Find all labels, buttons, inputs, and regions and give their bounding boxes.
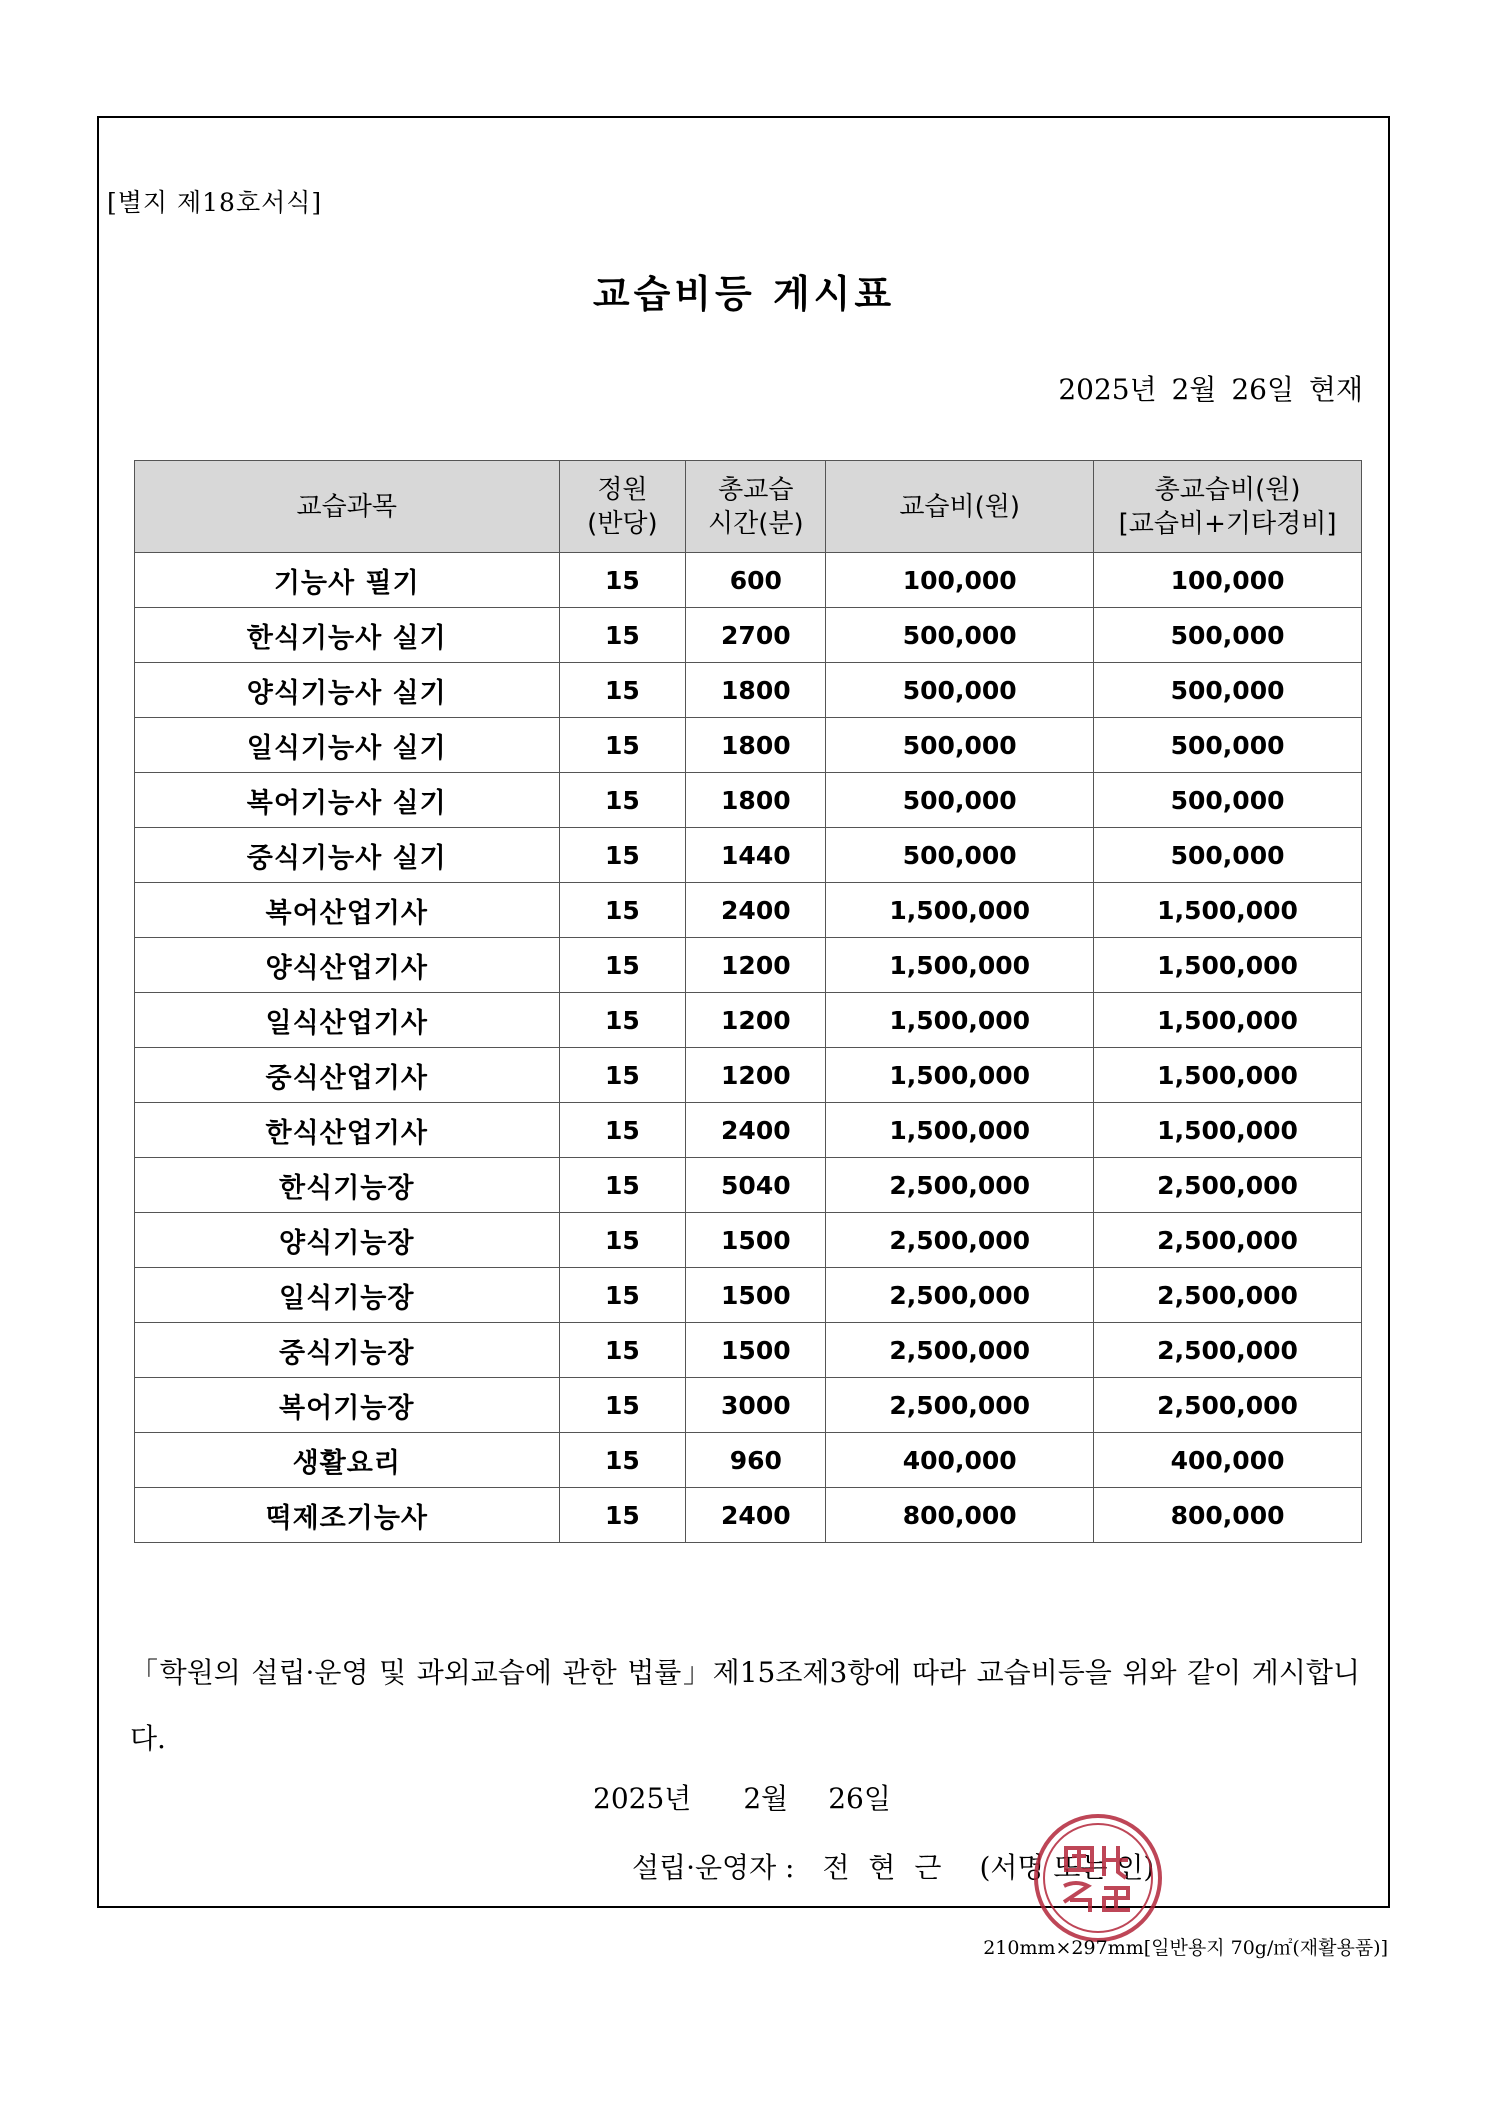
table-row bbox=[135, 718, 1362, 773]
cell-subject: 일식기능장 bbox=[135, 1268, 560, 1323]
cell-total-hours: 2400 bbox=[686, 1488, 826, 1543]
cell-capacity: 15 bbox=[559, 1323, 686, 1378]
cell-total-hours: 5040 bbox=[686, 1158, 826, 1213]
cell-subject: 기능사 필기 bbox=[135, 553, 560, 608]
table-row bbox=[135, 553, 1362, 608]
header-capacity: 정원 (반당) bbox=[559, 461, 686, 553]
cell-total-hours: 2700 bbox=[686, 608, 826, 663]
cell-subject: 일식기능사 실기 bbox=[135, 718, 560, 773]
cell-subject: 복어산업기사 bbox=[135, 883, 560, 938]
cell-capacity: 15 bbox=[559, 773, 686, 828]
cell-tuition: 2,500,000 bbox=[826, 1158, 1094, 1213]
cell-capacity: 15 bbox=[559, 828, 686, 883]
cell-total-hours: 1200 bbox=[686, 993, 826, 1048]
cell-subject: 양식산업기사 bbox=[135, 938, 560, 993]
signer-role-label: 설립·운영자 : bbox=[632, 1851, 795, 1884]
seal-note: (서명 또는 인) bbox=[979, 1851, 1155, 1884]
cell-total-tuition: 1,500,000 bbox=[1094, 993, 1362, 1048]
header-tuition: 교습비(원) bbox=[826, 461, 1094, 553]
cell-capacity: 15 bbox=[559, 1433, 686, 1488]
cell-total-hours: 3000 bbox=[686, 1378, 826, 1433]
table-row bbox=[135, 1158, 1362, 1213]
cell-tuition: 100,000 bbox=[826, 553, 1094, 608]
cell-tuition: 1,500,000 bbox=[826, 883, 1094, 938]
cell-tuition: 2,500,000 bbox=[826, 1268, 1094, 1323]
cell-capacity: 15 bbox=[559, 1213, 686, 1268]
table-row bbox=[135, 828, 1362, 883]
table-row bbox=[135, 993, 1362, 1048]
header-total-hours: 총교습 시간(분) bbox=[686, 461, 826, 553]
cell-total-tuition: 2,500,000 bbox=[1094, 1378, 1362, 1433]
table-row bbox=[135, 1378, 1362, 1433]
signature-month: 2월 bbox=[743, 1782, 789, 1815]
cell-capacity: 15 bbox=[559, 938, 686, 993]
form-number: [별지 제18호서식] bbox=[107, 188, 323, 217]
table-row bbox=[135, 608, 1362, 663]
cell-total-hours: 1800 bbox=[686, 663, 826, 718]
cell-capacity: 15 bbox=[559, 1048, 686, 1103]
cell-subject: 복어기능장 bbox=[135, 1378, 560, 1433]
cell-tuition: 400,000 bbox=[826, 1433, 1094, 1488]
cell-tuition: 2,500,000 bbox=[826, 1213, 1094, 1268]
cell-subject: 떡제조기능사 bbox=[135, 1488, 560, 1543]
cell-total-hours: 2400 bbox=[686, 883, 826, 938]
cell-total-tuition: 1,500,000 bbox=[1094, 938, 1362, 993]
table-row bbox=[135, 1213, 1362, 1268]
cell-total-hours: 1440 bbox=[686, 828, 826, 883]
cell-total-hours: 1200 bbox=[686, 1048, 826, 1103]
cell-total-tuition: 2,500,000 bbox=[1094, 1268, 1362, 1323]
cell-capacity: 15 bbox=[559, 1268, 686, 1323]
cell-total-tuition: 500,000 bbox=[1094, 608, 1362, 663]
cell-total-hours: 1800 bbox=[686, 773, 826, 828]
table-row bbox=[135, 773, 1362, 828]
signature-year: 2025년 bbox=[593, 1782, 692, 1815]
cell-total-hours: 1500 bbox=[686, 1323, 826, 1378]
cell-total-tuition: 1,500,000 bbox=[1094, 1048, 1362, 1103]
cell-tuition: 500,000 bbox=[826, 608, 1094, 663]
cell-total-tuition: 2,500,000 bbox=[1094, 1213, 1362, 1268]
cell-total-hours: 2400 bbox=[686, 1103, 826, 1158]
cell-total-tuition: 500,000 bbox=[1094, 773, 1362, 828]
header-total-tuition: 총교습비(원) [교습비+기타경비] bbox=[1094, 461, 1362, 553]
cell-subject: 중식산업기사 bbox=[135, 1048, 560, 1103]
cell-subject: 한식산업기사 bbox=[135, 1103, 560, 1158]
cell-total-hours: 1800 bbox=[686, 718, 826, 773]
cell-total-tuition: 1,500,000 bbox=[1094, 883, 1362, 938]
cell-capacity: 15 bbox=[559, 993, 686, 1048]
cell-subject: 한식기능장 bbox=[135, 1158, 560, 1213]
cell-tuition: 1,500,000 bbox=[826, 1048, 1094, 1103]
cell-total-tuition: 800,000 bbox=[1094, 1488, 1362, 1543]
cell-tuition: 2,500,000 bbox=[826, 1378, 1094, 1433]
cell-total-hours: 960 bbox=[686, 1433, 826, 1488]
cell-total-tuition: 1,500,000 bbox=[1094, 1103, 1362, 1158]
table-row bbox=[135, 1103, 1362, 1158]
cell-tuition: 1,500,000 bbox=[826, 938, 1094, 993]
cell-total-tuition: 500,000 bbox=[1094, 828, 1362, 883]
as-of-date: 2025년 2월 26일 현재 bbox=[1058, 373, 1363, 406]
cell-subject: 복어기능사 실기 bbox=[135, 773, 560, 828]
cell-tuition: 500,000 bbox=[826, 828, 1094, 883]
signature-day: 26일 bbox=[828, 1782, 891, 1815]
cell-total-hours: 600 bbox=[686, 553, 826, 608]
cell-tuition: 1,500,000 bbox=[826, 993, 1094, 1048]
cell-total-tuition: 500,000 bbox=[1094, 718, 1362, 773]
cell-subject: 한식기능사 실기 bbox=[135, 608, 560, 663]
cell-subject: 중식기능장 bbox=[135, 1323, 560, 1378]
cell-tuition: 2,500,000 bbox=[826, 1323, 1094, 1378]
table-row bbox=[135, 938, 1362, 993]
table-row bbox=[135, 1488, 1362, 1543]
cell-subject: 생활요리 bbox=[135, 1433, 560, 1488]
paper-spec: 210mm×297mm[일반용지 70g/㎡(재활용품)] bbox=[983, 1937, 1388, 1959]
cell-tuition: 500,000 bbox=[826, 718, 1094, 773]
cell-capacity: 15 bbox=[559, 553, 686, 608]
table-row bbox=[135, 663, 1362, 718]
seal-stamp-icon bbox=[1028, 1808, 1168, 1948]
cell-capacity: 15 bbox=[559, 608, 686, 663]
cell-total-tuition: 500,000 bbox=[1094, 663, 1362, 718]
cell-total-tuition: 400,000 bbox=[1094, 1433, 1362, 1488]
fee-table-header-row bbox=[135, 461, 1362, 553]
cell-capacity: 15 bbox=[559, 718, 686, 773]
notice-text: 「학원의 설립·운영 및 과외교습에 관한 법률」제15조제3항에 따라 교습비등을 위와 같이 게시합니다. bbox=[130, 1656, 1360, 1755]
cell-total-hours: 1500 bbox=[686, 1268, 826, 1323]
cell-total-tuition: 2,500,000 bbox=[1094, 1323, 1362, 1378]
header-subject: 교습과목 bbox=[135, 461, 560, 553]
cell-capacity: 15 bbox=[559, 883, 686, 938]
cell-tuition: 500,000 bbox=[826, 773, 1094, 828]
cell-total-tuition: 100,000 bbox=[1094, 553, 1362, 608]
table-row bbox=[135, 1048, 1362, 1103]
cell-tuition: 1,500,000 bbox=[826, 1103, 1094, 1158]
cell-subject: 양식기능장 bbox=[135, 1213, 560, 1268]
cell-total-hours: 1200 bbox=[686, 938, 826, 993]
table-row bbox=[135, 1323, 1362, 1378]
cell-capacity: 15 bbox=[559, 1103, 686, 1158]
page-title: 교습비등 게시표 bbox=[592, 272, 896, 316]
cell-total-hours: 1500 bbox=[686, 1213, 826, 1268]
cell-subject: 양식기능사 실기 bbox=[135, 663, 560, 718]
table-row bbox=[135, 1268, 1362, 1323]
cell-total-tuition: 2,500,000 bbox=[1094, 1158, 1362, 1213]
cell-subject: 중식기능사 실기 bbox=[135, 828, 560, 883]
cell-tuition: 500,000 bbox=[826, 663, 1094, 718]
cell-tuition: 800,000 bbox=[826, 1488, 1094, 1543]
table-row bbox=[135, 883, 1362, 938]
cell-capacity: 15 bbox=[559, 663, 686, 718]
cell-capacity: 15 bbox=[559, 1488, 686, 1543]
fee-table bbox=[134, 460, 1362, 1543]
cell-capacity: 15 bbox=[559, 1158, 686, 1213]
cell-subject: 일식산업기사 bbox=[135, 993, 560, 1048]
signature-date bbox=[593, 1777, 891, 1817]
table-row bbox=[135, 1433, 1362, 1488]
cell-capacity: 15 bbox=[559, 1378, 686, 1433]
signer-name: 전 현 근 bbox=[822, 1851, 942, 1884]
fee-table-body bbox=[135, 553, 1362, 1543]
